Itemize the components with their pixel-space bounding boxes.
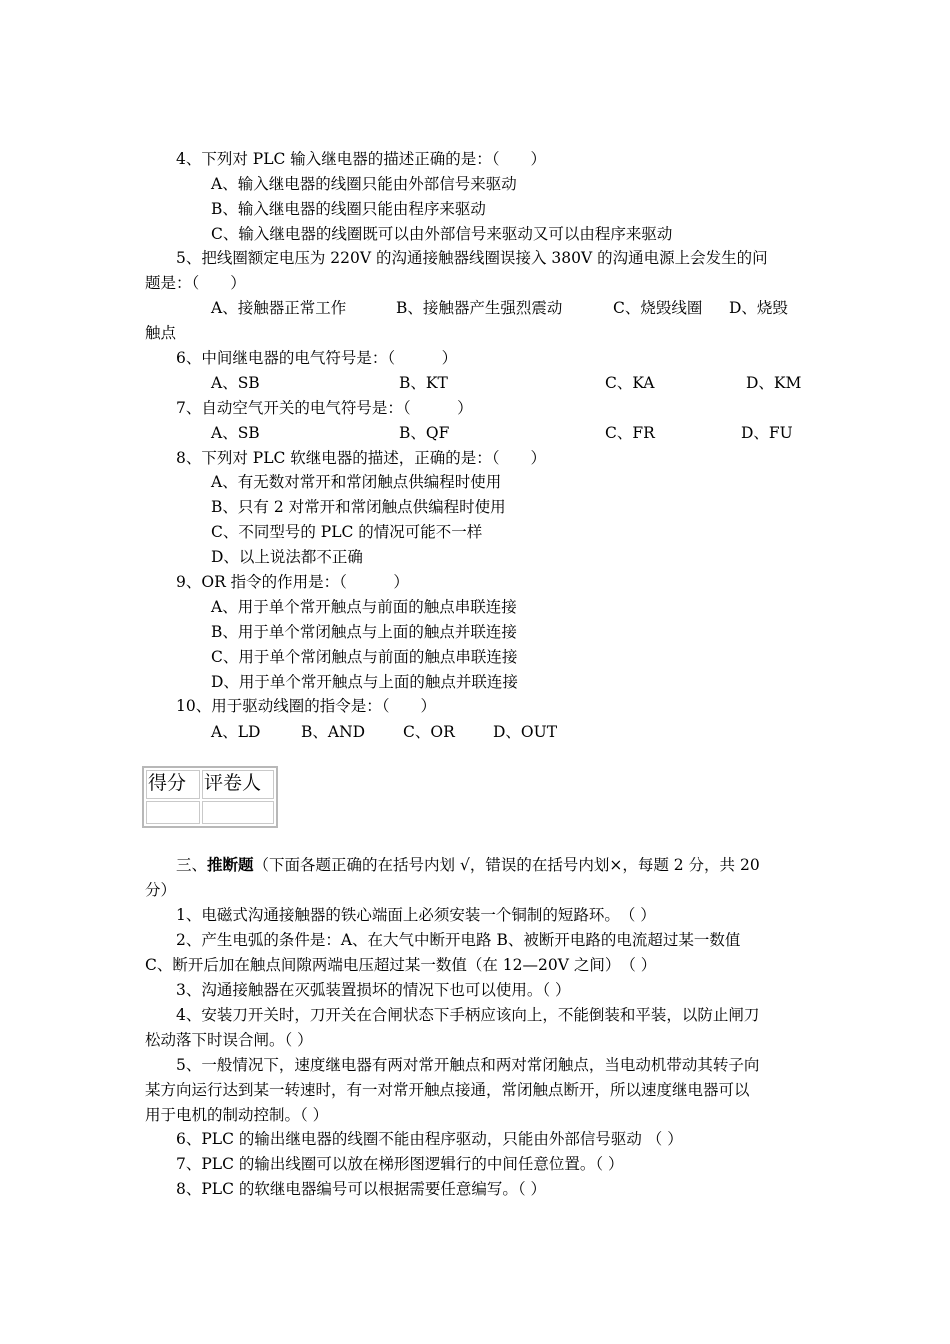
q4-option-c: C、输入继电器的线圈既可以由外部信号来驱动又可以由程序来驱动 [211,225,673,243]
q10-option-a: A、LD [211,723,261,741]
q6-option-c: C、KA [605,374,655,392]
q5-stem-line2: 题是：（ ） [145,274,246,292]
tf-item-4-line2: 松动落下时误合闸。（ ） [145,1031,313,1049]
q4-option-b: B、输入继电器的线圈只能由程序来驱动 [211,200,486,218]
section3-description: （下面各题正确的在括号内划 √，错误的在括号内划×，每题 2 分，共 20 [253,856,760,874]
section3-prefix: 三、 [176,856,208,874]
q9-option-c: C、用于单个常闭触点与前面的触点串联连接 [211,648,518,666]
q8-option-a: A、有无数对常开和常闭触点供编程时使用 [211,473,502,491]
q10-option-b: B、AND [301,723,366,741]
tf-item-3: 3、沟通接触器在灭弧装置损坏的情况下也可以使用。（ ） [176,981,571,999]
tf-item-6: 6、PLC 的输出继电器的线圈不能由程序驱动，只能由外部信号驱动 （ ） [176,1130,683,1148]
q8-option-d: D、以上说法都不正确 [211,548,363,566]
q9-stem: 9、OR 指令的作用是：（ ） [176,573,409,591]
q8-option-c: C、不同型号的 PLC 的情况可能不一样 [211,523,483,541]
q6-option-b: B、KT [399,374,448,392]
q9-option-b: B、用于单个常闭触点与上面的触点并联连接 [211,623,517,641]
score-table [142,766,278,828]
q5-option-c: C、烧毁线圈 [613,299,703,317]
q7-option-b: B、QF [399,424,450,442]
tf-item-5-line2: 某方向运行达到某一转速时，有一对常开触点接通，常闭触点断开，所以速度继电器可以 [145,1081,750,1099]
section3-description-cont: 分） [145,881,177,899]
q5-option-d: D、烧毁 [729,299,788,317]
tf-item-4-line1: 4、安装刀开关时，刀开关在合闸状态下手柄应该向上，不能倒装和平装，以防止闸刀 [176,1006,760,1024]
q5-stem-line1: 5、把线圈额定电压为 220V 的沟通接触器线圈误接入 380V 的沟通电源上会发生的问 [176,249,768,267]
q7-option-c: C、FR [605,424,655,442]
q6-option-a: A、SB [211,374,260,392]
q10-option-c: C、OR [403,723,455,741]
q5-option-b: B、接触器产生强烈震动 [396,299,563,317]
tf-item-5-line1: 5、一般情况下，速度继电器有两对常开触点和两对常闭触点，当电动机带动其转子向 [176,1056,760,1074]
q5-option-d-continued: 触点 [145,324,177,342]
q8-stem: 8、下列对 PLC 软继电器的描述，正确的是：（ ） [176,449,547,467]
tf-item-7: 7、PLC 的输出线圈可以放在梯形图逻辑行的中间任意位置。（ ） [176,1155,624,1173]
section3-heading [176,854,760,876]
score-cell[interactable] [146,801,200,824]
q6-option-d: D、KM [746,374,802,392]
tf-item-1: 1、电磁式沟通接触器的铁心端面上必须安装一个铜制的短路环。 （ ） [176,906,656,924]
q9-option-d: D、用于单个常开触点与上面的触点并联连接 [211,673,518,691]
tf-item-8: 8、PLC 的软继电器编号可以根据需要任意编写。（ ） [176,1180,547,1198]
q8-option-b: B、只有 2 对常开和常闭触点供编程时使用 [211,498,506,516]
q9-option-a: A、用于单个常开触点与前面的触点串联连接 [211,598,517,616]
score-header: 得分 [146,770,200,799]
q5-option-a: A、接触器正常工作 [211,299,347,317]
q10-option-d: D、OUT [493,723,558,741]
q7-stem: 7、自动空气开关的电气符号是：（ ） [176,399,473,417]
q7-option-a: A、SB [211,424,260,442]
q7-option-d: D、FU [741,424,793,442]
q10-stem: 10、用于驱动线圈的指令是：（ ） [176,697,436,715]
grader-header: 评卷人 [202,770,274,799]
q6-stem: 6、中间继电器的电气符号是：（ ） [176,349,458,367]
tf-item-2-line2: C、断开后加在触点间隙两端电压超过某一数值（在 12—20V 之间） （ ） [145,956,657,974]
q4-stem: 4、下列对 PLC 输入继电器的描述正确的是：（ ） [176,150,547,168]
section3-title: 推断题 [207,855,254,874]
grader-cell[interactable] [202,801,274,824]
tf-item-2-line1: 2、产生电弧的条件是：A、在大气中断开电路 B、被断开电路的电流超过某一数值 [176,931,741,949]
tf-item-5-line3: 用于电机的制动控制。（ ） [145,1106,329,1124]
q4-option-a: A、输入继电器的线圈只能由外部信号来驱动 [211,175,517,193]
